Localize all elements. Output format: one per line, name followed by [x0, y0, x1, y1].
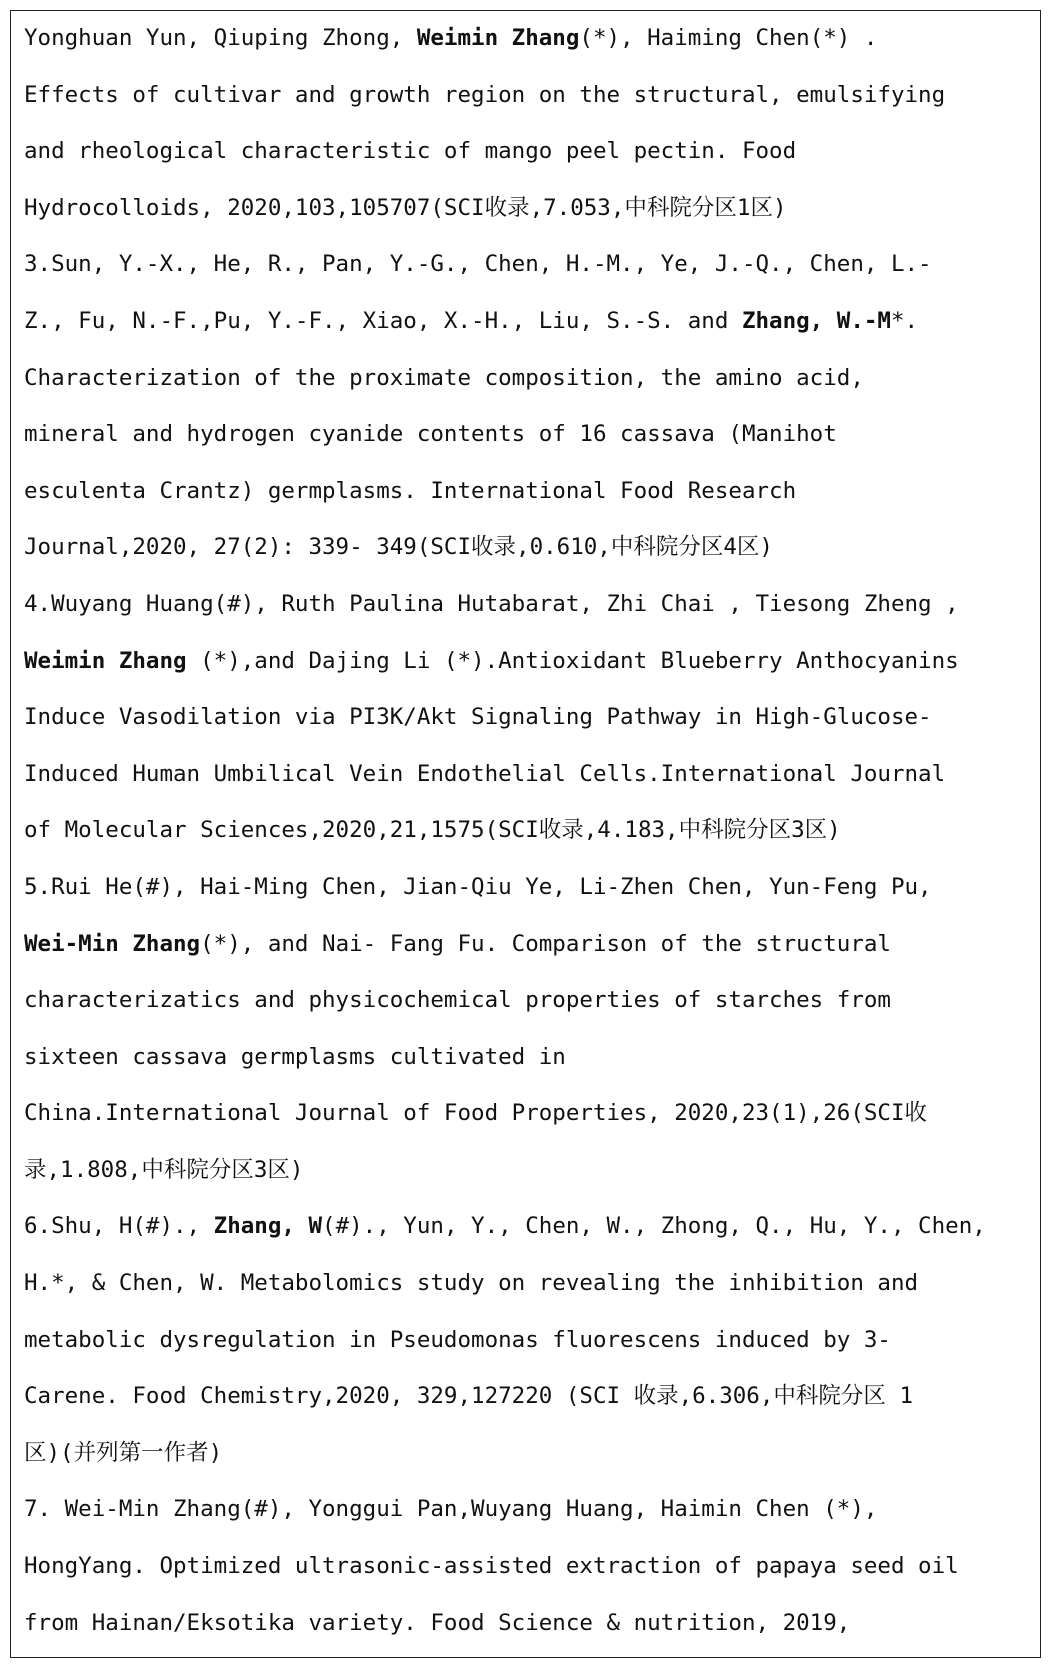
text-segment: 5.Rui He(#), Hai-Ming Chen, Jian-Qiu Ye, Li-Zhen Chen, Yun-Feng Pu, [24, 873, 932, 900]
text-segment: H.*, & Chen, W. Metabolomics study on revealing the inhibition and [24, 1270, 919, 1297]
text-segment: mineral and hydrogen cyanide contents of 16 cassava (Manihot [24, 421, 837, 448]
text-segment: Hydrocolloids, 2020,103,105707(SCI收录,7.053,中科院分区1区) [24, 194, 787, 221]
text-segment: (#)., Yun, Y., Chen, W., Zhong, Q., Hu, Y., Chen, [322, 1213, 986, 1240]
author-name-bold: Zhang, W [213, 1213, 323, 1240]
text-line [24, 1538, 1028, 1595]
text-segment: metabolic dysregulation in Pseudomonas fluorescens induced by 3- [24, 1326, 891, 1353]
text-line [24, 802, 1028, 859]
text-segment: 区)(并列第一作者) [24, 1439, 223, 1466]
text-line [24, 689, 1028, 746]
text-line [24, 1595, 1028, 1652]
text-line [24, 916, 1028, 973]
text-line [24, 1368, 1028, 1425]
text-line [24, 293, 1028, 350]
author-name-bold: Wei-Min Zhang [24, 930, 201, 957]
author-name-bold: Weimin Zhang [416, 25, 580, 51]
text-segment: Effects of cultivar and growth region on the structural, emulsifying [24, 81, 946, 108]
text-segment: Carene. Food Chemistry,2020, 329,127220 (SCI 收录,6.306,中科院分区 1 [24, 1383, 913, 1410]
text-segment: China.International Journal of Food Properties, 2020,23(1),26(SCI收 [24, 1100, 927, 1127]
text-segment: from Hainan/Eksotika variety. Food Science & nutrition, 2019, [24, 1609, 851, 1636]
text-segment: (*), and Nai- Fang Fu. Comparison of the structural [200, 930, 891, 957]
text-line [24, 1198, 1028, 1255]
text-segment: esculenta Crantz) germplasms. International Food Research [24, 477, 797, 504]
text-line [24, 180, 1028, 237]
text-segment: Induced Human Umbilical Vein Endothelial Cells.International Journal [24, 760, 946, 787]
text-segment: Z., Fu, N.-F.,Pu, Y.-F., Xiao, X.-H., Liu, S.-S. and [24, 307, 742, 334]
text-segment: 7. Wei-Min Zhang(#), Yonggui Pan,Wuyang Huang, Haimin Chen (*), [24, 1496, 878, 1523]
text-line [24, 746, 1028, 803]
text-segment: (*), Haiming Chen(*) . [579, 25, 878, 51]
text-segment: 6.Shu, H(#)., [24, 1213, 214, 1240]
text-line [24, 1312, 1028, 1369]
text-line [24, 236, 1028, 293]
text-segment: sixteen cassava germplasms cultivated in [24, 1043, 566, 1070]
text-segment: 3.Sun, Y.-X., He, R., Pan, Y.-G., Chen, H.-M., Ye, J.-Q., Chen, L.- [24, 251, 932, 278]
text-line [24, 1085, 1028, 1142]
publication-list [24, 10, 1028, 1651]
text-segment: Yonghuan Yun, Qiuping Zhong, [24, 25, 417, 51]
text-segment: Characterization of the proximate composition, the amino acid, [24, 364, 864, 391]
text-line [24, 1481, 1028, 1538]
text-segment: and rheological characteristic of mango peel pectin. Food [24, 138, 797, 165]
text-line [24, 10, 1028, 67]
text-line [24, 1142, 1028, 1199]
text-segment: Journal,2020, 27(2): 339- 349(SCI收录,0.610,中科院分区4区) [24, 534, 773, 561]
text-line [24, 406, 1028, 463]
text-line [24, 1255, 1028, 1312]
text-segment: Induce Vasodilation via PI3K/Akt Signaling Pathway in High-Glucose- [24, 704, 932, 731]
author-name-bold: Zhang, W.-M [741, 307, 891, 334]
text-segment: *. [890, 307, 919, 334]
text-segment: of Molecular Sciences,2020,21,1575(SCI收录,4.183,中科院分区3区) [24, 817, 841, 844]
text-line [24, 519, 1028, 576]
text-line [24, 576, 1028, 633]
text-line [24, 633, 1028, 690]
text-line [24, 123, 1028, 180]
text-line [24, 350, 1028, 407]
text-line [24, 67, 1028, 124]
author-name-bold: Weimin Zhang [24, 647, 187, 674]
text-segment: 4.Wuyang Huang(#), Ruth Paulina Hutabarat, Zhi Chai , Tiesong Zheng , [24, 590, 959, 617]
text-line [24, 463, 1028, 520]
text-line [24, 1029, 1028, 1086]
text-line [24, 1425, 1028, 1482]
text-segment: characterizatics and physicochemical properties of starches from [24, 987, 891, 1014]
text-segment: (*),and Dajing Li (*).Antioxidant Blueberry Anthocyanins [186, 647, 959, 674]
text-line [24, 859, 1028, 916]
text-line [24, 972, 1028, 1029]
text-segment: HongYang. Optimized ultrasonic-assisted extraction of papaya seed oil [24, 1553, 959, 1580]
text-segment: 录,1.808,中科院分区3区) [24, 1156, 304, 1183]
